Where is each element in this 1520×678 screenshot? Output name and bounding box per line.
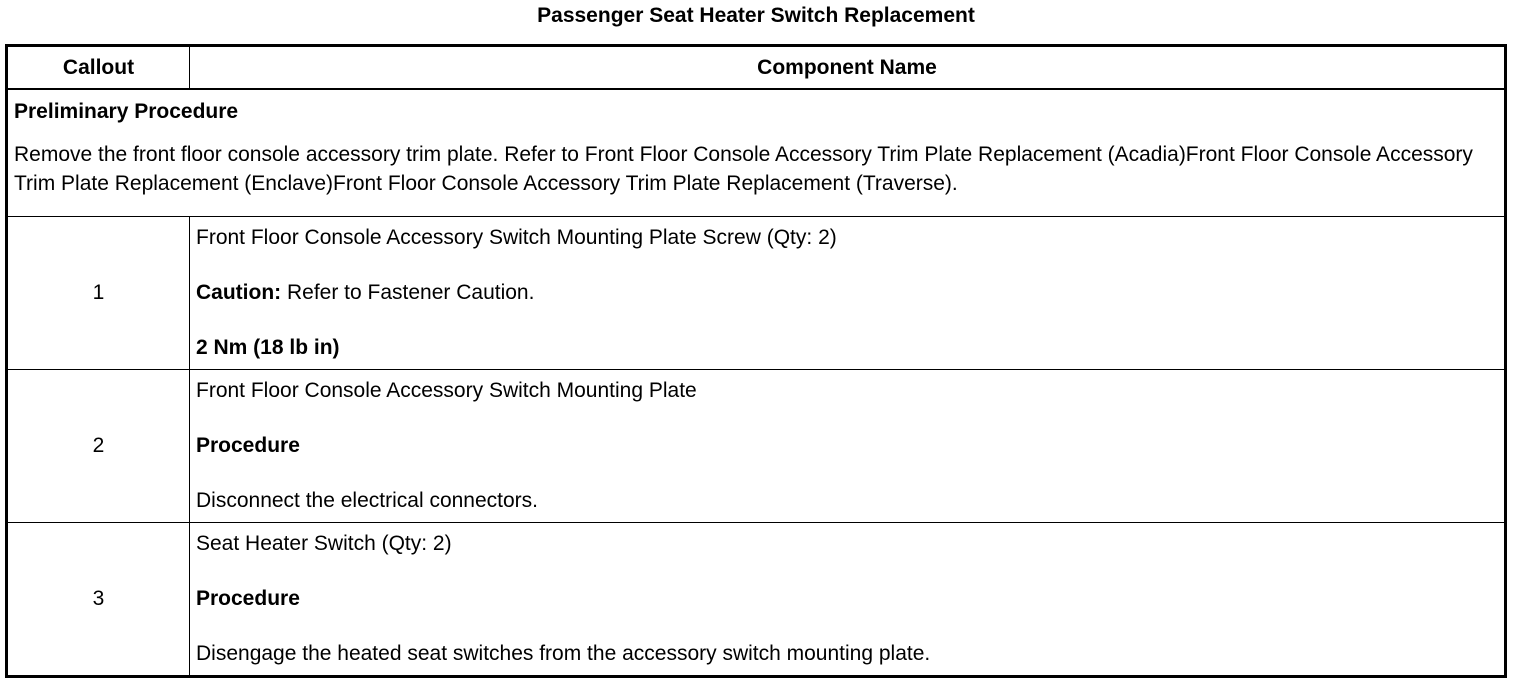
table-row [7,523,1506,677]
component-name: Front Floor Console Accessory Switch Mounting Plate Screw (Qty: 2) [196,226,837,249]
torque-spec: 2 Nm (18 lb in) [196,336,340,359]
preliminary-cell [7,89,1506,217]
caution-text: Refer to Fastener Caution. [281,281,535,304]
component-cell [190,370,1506,523]
component-name: Seat Heater Switch (Qty: 2) [196,532,452,555]
procedure-table [5,44,1507,678]
table-row [7,217,1506,370]
preliminary-row [7,89,1506,217]
callout-number: 3 [7,523,190,677]
table-row [7,370,1506,523]
procedure-text: Disengage the heated seat switches from the accessory switch mounting plate. [196,642,931,665]
procedure-text: Disconnect the electrical connectors. [196,489,538,512]
component-name: Front Floor Console Accessory Switch Mounting Plate [196,379,697,402]
preliminary-title: Preliminary Procedure [14,100,239,123]
column-header-component-name: Component Name [190,46,1506,90]
page-title: Passenger Seat Heater Switch Replacement [537,4,975,27]
component-cell [190,523,1506,677]
table-header-row [7,46,1506,90]
procedure-label: Procedure [196,587,300,610]
component-cell [190,217,1506,370]
column-header-callout: Callout [7,46,190,90]
caution-label: Caution: [196,281,282,304]
callout-number: 2 [7,370,190,523]
procedure-label: Procedure [196,434,300,457]
caution-note [196,281,1498,305]
preliminary-text: Remove the front floor console accessory trim plate. Refer to Front Floor Console Accessory Trim Plate Replacement (Acadia)Front Floor Console Accessory Trim Plate Replacement (Enclave)Front Floor Console Accessory Trim Plate Replacement (Traverse). [14,143,1473,195]
callout-number: 1 [7,217,190,370]
